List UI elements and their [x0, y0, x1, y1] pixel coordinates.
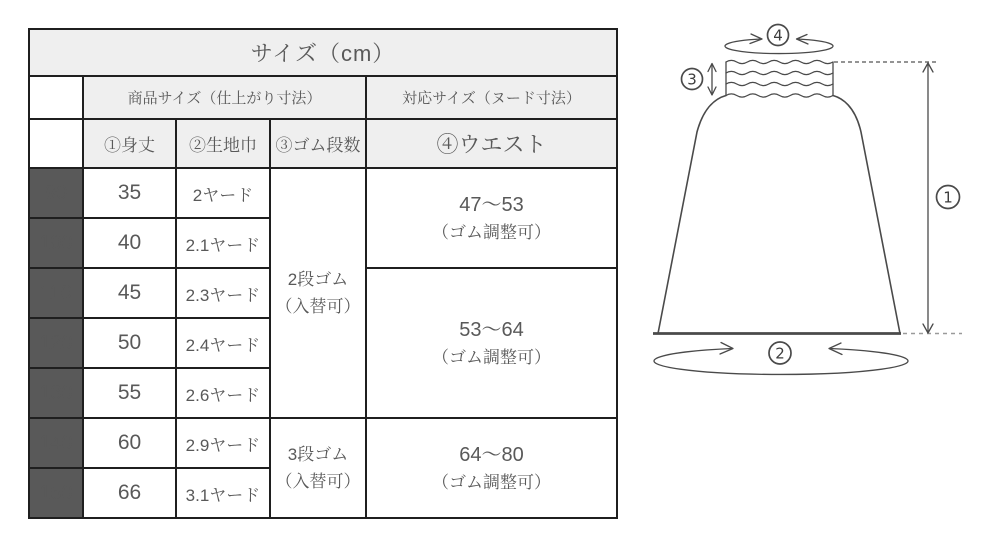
subheader-nude-size: 対応サイズ（ヌード寸法）	[366, 76, 617, 119]
length-value: 45	[83, 268, 176, 318]
waist-group-53-64	[366, 268, 617, 418]
waist-group-47-53	[366, 168, 617, 268]
table-column-header-row	[29, 119, 617, 168]
badge-1-label: 1	[943, 188, 953, 207]
length-value: 66	[83, 468, 176, 518]
length-value: 55	[83, 368, 176, 418]
waist-note: （ゴム調整可）	[432, 223, 551, 242]
table-subheader-row	[29, 76, 617, 119]
table-row-140	[29, 418, 617, 468]
size-label: 140	[29, 418, 83, 468]
column-header-elastic-tiers: ③ゴム段数	[270, 119, 366, 168]
badge-4-label: 4	[773, 26, 783, 45]
skirt-measurement-diagram	[640, 10, 1000, 410]
badge-3-label: 3	[687, 70, 697, 89]
table-title: サイズ（cm）	[29, 29, 617, 76]
fabric-width-value: 2.1ヤード	[176, 218, 270, 268]
waist-range: 53〜64	[459, 319, 524, 341]
badge-1	[937, 186, 960, 209]
length-value: 60	[83, 418, 176, 468]
length-value: 50	[83, 318, 176, 368]
elastic-label: 3段ゴム	[287, 445, 349, 464]
size-label: 130	[29, 368, 83, 418]
table-title-row	[29, 29, 617, 76]
skirt-outline	[653, 96, 901, 334]
fabric-width-value: 2ヤード	[176, 168, 270, 218]
size-label: 150	[29, 468, 83, 518]
elastic-group-3tier	[270, 418, 366, 518]
length-value: 35	[83, 168, 176, 218]
table-row-90	[29, 168, 617, 218]
column-header-length: ①身丈	[83, 119, 176, 168]
blank-cell	[29, 119, 83, 168]
elastic-group-2tier	[270, 168, 366, 418]
badge-2-label: 2	[775, 344, 785, 363]
column-header-waist: ④ウエスト	[366, 119, 617, 168]
waist-note: （ゴム調整可）	[432, 348, 551, 367]
waist-note: （ゴム調整可）	[432, 473, 551, 492]
badge-2	[769, 342, 791, 364]
subheader-product-size: 商品サイズ（仕上がり寸法）	[83, 76, 366, 119]
waist-range: 47〜53	[459, 194, 524, 216]
size-label: 90	[29, 168, 83, 218]
fabric-width-value: 3.1ヤード	[176, 468, 270, 518]
size-label: 100	[29, 218, 83, 268]
blank-cell	[29, 76, 83, 119]
badge-3	[682, 69, 703, 90]
length-value: 40	[83, 218, 176, 268]
size-label: 120	[29, 318, 83, 368]
waist-range: 64〜80	[459, 444, 524, 466]
elastic-note: （入替可）	[275, 297, 361, 316]
elastic-note: （入替可）	[275, 472, 361, 491]
waistband-height-arrow	[708, 64, 716, 96]
badge-4	[768, 25, 789, 46]
elastic-waistband	[726, 60, 833, 97]
waist-group-64-80	[366, 418, 617, 518]
size-table	[28, 28, 618, 519]
fabric-width-value: 2.6ヤード	[176, 368, 270, 418]
elastic-label: 2段ゴム	[287, 270, 349, 289]
fabric-width-value: 2.9ヤード	[176, 418, 270, 468]
size-label: 110	[29, 268, 83, 318]
fabric-width-value: 2.3ヤード	[176, 268, 270, 318]
fabric-width-value: 2.4ヤード	[176, 318, 270, 368]
column-header-fabric-width: ②生地巾	[176, 119, 270, 168]
